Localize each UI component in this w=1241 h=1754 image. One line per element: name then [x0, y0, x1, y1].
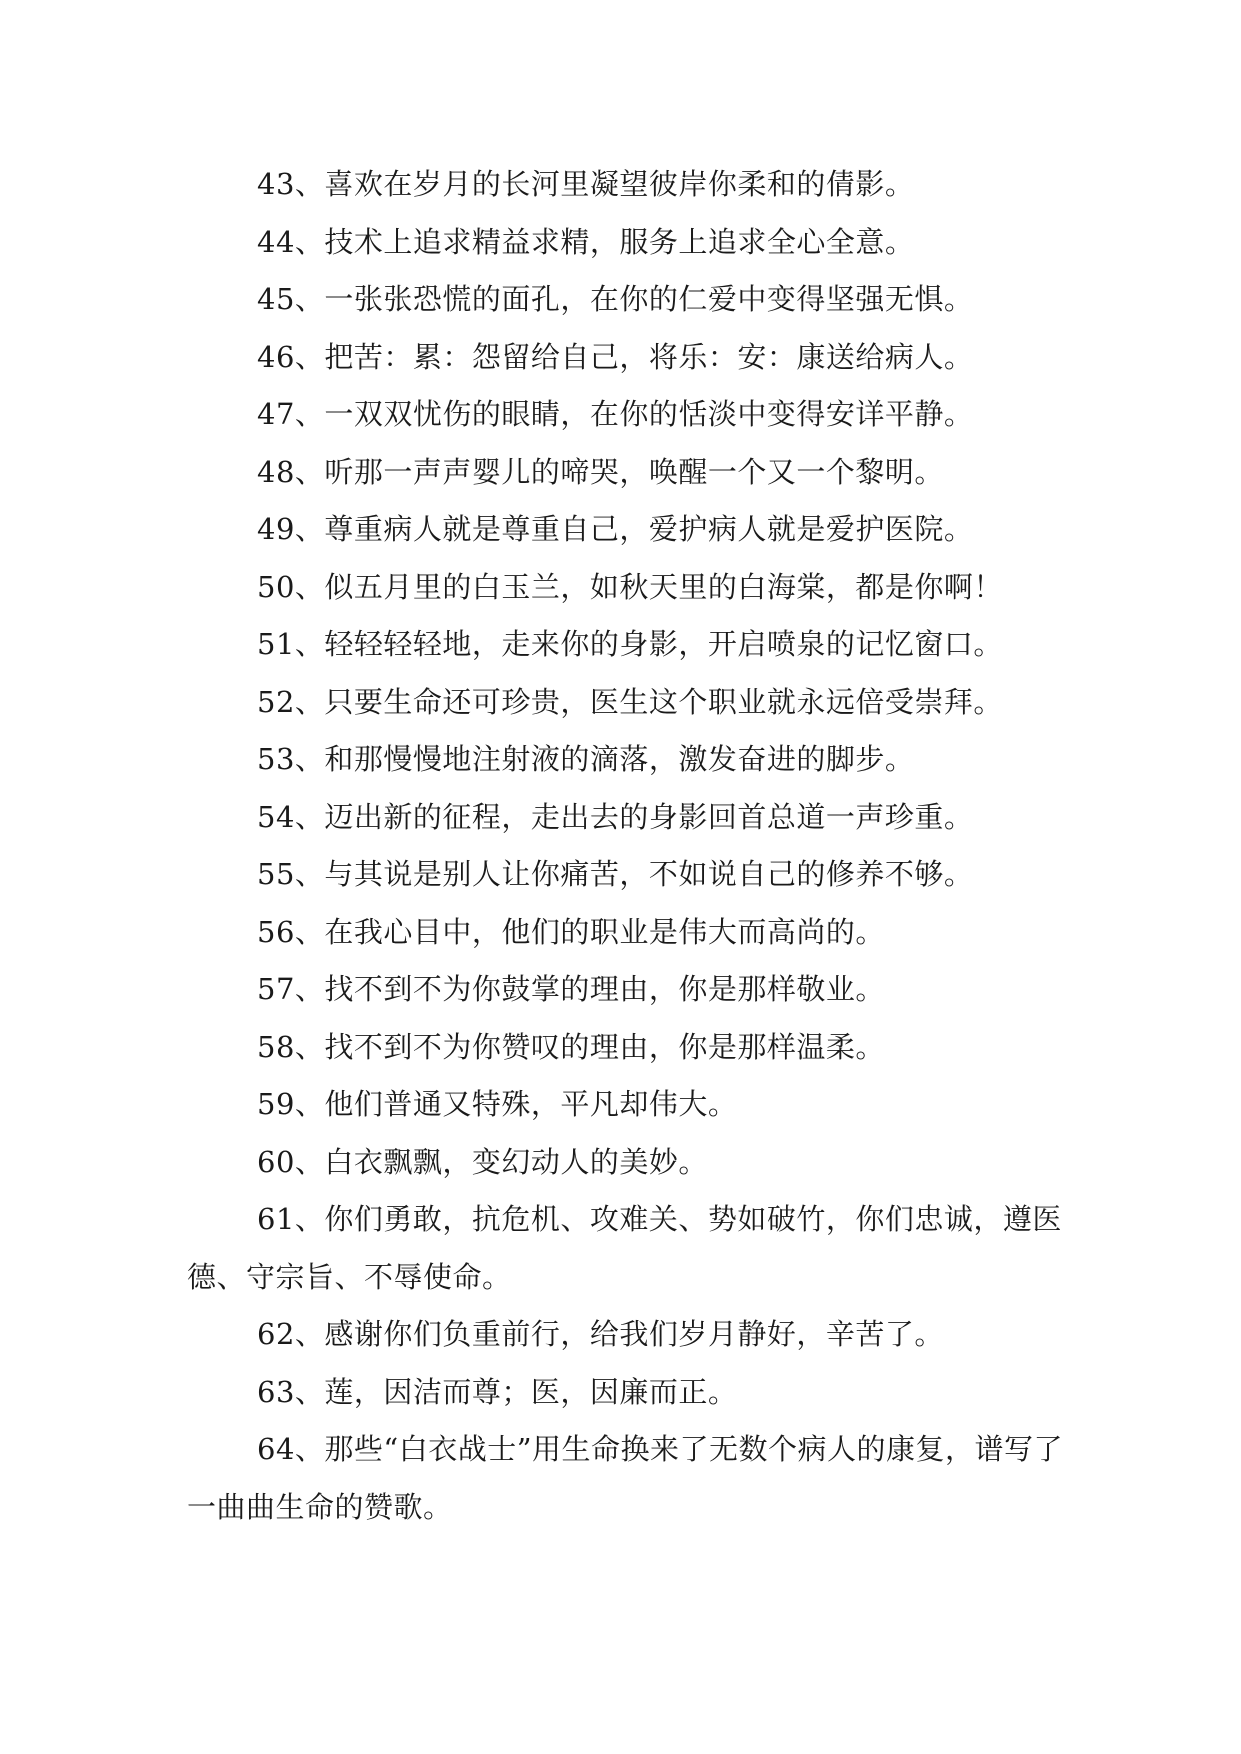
- paragraph-60: 60、白衣飘飘，变幻动人的美妙。: [257, 1144, 708, 1179]
- paragraph-53: 53、和那慢慢地注射液的滴落，激发奋进的脚步。: [257, 742, 915, 776]
- paragraph-47: 47、一双双忧伤的眼睛，在你的恬淡中变得安详平静。: [257, 397, 974, 431]
- paragraph-55: 55、与其说是别人让你痛苦，不如说自己的修养不够。: [257, 857, 974, 891]
- paragraph-46: 46、把苦：累：怨留给自己，将乐：安：康送给病人。: [257, 339, 974, 374]
- paragraph-56: 56、在我心目中，他们的职业是伟大而高尚的。: [257, 914, 885, 949]
- paragraph-52: 52、只要生命还可珍贵，医生这个职业就永远倍受崇拜。: [257, 684, 1003, 719]
- paragraph-58: 58、找不到不为你赞叹的理由，你是那样温柔。: [257, 1029, 885, 1064]
- paragraph-57: 57、找不到不为你鼓掌的理由，你是那样敬业。: [257, 972, 885, 1006]
- paragraph-51: 51、轻轻轻轻地，走来你的身影，开启喷泉的记忆窗口。: [257, 627, 1003, 661]
- paragraph-45: 45、一张张恐慌的面孔，在你的仁爱中变得坚强无惧。: [257, 282, 974, 316]
- paragraph-59: 59、他们普通又特殊，平凡却伟大。: [257, 1087, 738, 1121]
- paragraph-49: 49、尊重病人就是尊重自己，爱护病人就是爱护医院。: [257, 512, 974, 546]
- paragraph-62: 62、感谢你们负重前行，给我们岁月静好，辛苦了。: [257, 1317, 944, 1351]
- paragraph-54: 54、迈出新的征程，走出去的身影回首总道一声珍重。: [257, 799, 974, 834]
- paragraph-64: 64、那些“白衣战士”用生命换来了无数个病人的康复，谱写了一曲曲生命的赞歌。: [187, 1432, 1064, 1524]
- paragraph-50: 50、似五月里的白玉兰，如秋天里的白海棠，都是你啊！: [257, 569, 1003, 604]
- paragraph-43: 43、喜欢在岁月的长河里凝望彼岸你柔和的倩影。: [257, 167, 915, 201]
- document-body: [187, 156, 1067, 1536]
- paragraph-61: 61、你们勇敢，抗危机、攻难关、势如破竹，你们忠诚，遵医德、守宗旨、不辱使命。: [187, 1202, 1062, 1294]
- paragraph-48: 48、听那一声声婴儿的啼哭，唤醒一个又一个黎明。: [257, 454, 944, 489]
- paragraph-44: 44、技术上追求精益求精，服务上追求全心全意。: [257, 224, 915, 259]
- paragraph-63: 63、莲，因洁而尊；医，因廉而正。: [257, 1374, 738, 1409]
